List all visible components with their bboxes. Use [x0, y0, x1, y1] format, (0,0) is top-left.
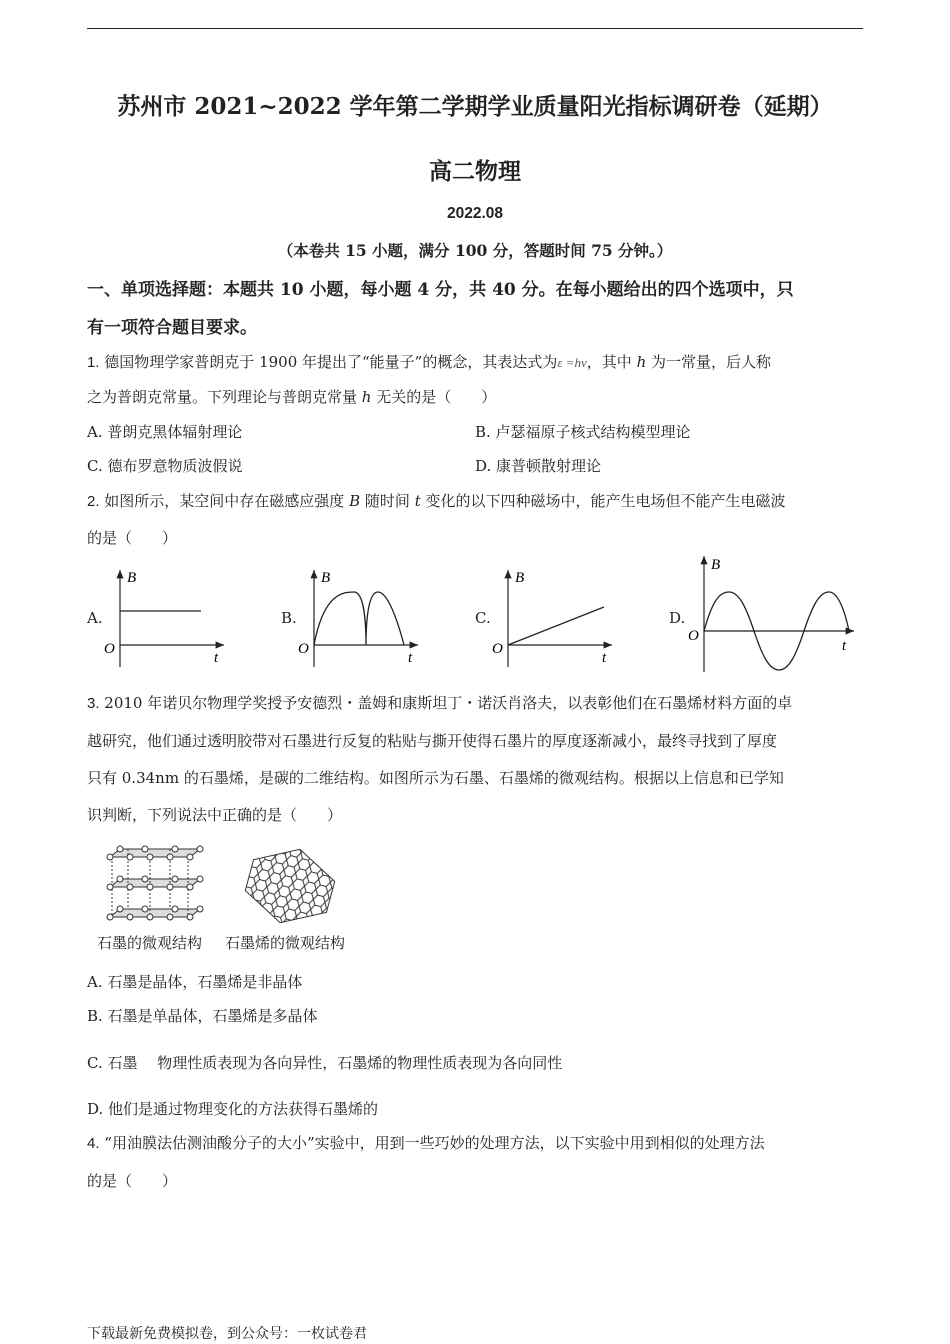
- var-h-2: h: [361, 388, 372, 406]
- graph-a: [100, 562, 230, 672]
- axis-label-x: t: [408, 650, 413, 666]
- var-t: t: [414, 492, 421, 510]
- question-3-line4: 识判断，下列说法中正确的是（ ）: [87, 806, 343, 824]
- question-3-text-1: 2010 年诺贝尔物理学奖授予安德烈・盖姆和康斯坦丁・诺沃肖洛夫，以表彰他们在石墨烯材料方面的卓: [104, 694, 793, 712]
- caption-graphite: 石墨的微观结构: [97, 934, 203, 952]
- question-3-line1: [87, 692, 792, 713]
- question-3-line3: 只有 0.34nm 的石墨烯，是碳的二维结构。如图所示为石墨、石墨烯的微观结构。根据以上信息和已学知: [87, 769, 784, 787]
- axis-label-x: t: [214, 650, 219, 666]
- question-1-line1: [87, 351, 771, 372]
- origin-label: O: [298, 641, 309, 657]
- question-3-line2: 越研究，他们通过透明胶带对石墨进行反复的粘贴与撕开使得石墨片的厚度逐渐减小，最终寻找到了厚度: [87, 732, 778, 750]
- q2-option-a-label[interactable]: A.: [87, 609, 103, 627]
- graph-b: [294, 562, 424, 672]
- section-heading-line2: 有一项符合题目要求。: [87, 318, 257, 338]
- question-2-stem-b: 随时间: [364, 492, 410, 510]
- q1-option-a[interactable]: A. 普朗克黑体辐射理论: [87, 423, 243, 441]
- var-h: h: [636, 353, 647, 371]
- q1-option-d[interactable]: D. 康普顿散射理论: [475, 457, 602, 475]
- question-1-line2-b: 无关的是（ ）: [376, 388, 497, 406]
- q1-option-c[interactable]: C. 德布罗意物质波假说: [87, 457, 243, 475]
- graphite-structure: [100, 845, 205, 925]
- question-number: 4.: [87, 1135, 100, 1152]
- question-number: 1.: [87, 354, 100, 371]
- axis-label-y: B: [321, 570, 331, 586]
- axis-label-y: B: [127, 570, 137, 586]
- q2-option-d-label[interactable]: D.: [669, 609, 686, 627]
- question-1-line2-a: 之为普朗克常量。下列理论与普朗克常量: [87, 388, 358, 406]
- question-2-line2: 的是（ ）: [87, 529, 178, 547]
- question-number: 3.: [87, 695, 100, 712]
- q3-option-d[interactable]: D. 他们是通过物理变化的方法获得石墨烯的: [87, 1100, 379, 1118]
- q3-option-a[interactable]: A. 石墨是晶体，石墨烯是非晶体: [87, 973, 303, 991]
- question-2-line1: [87, 490, 786, 511]
- question-1-stem-a: 德国物理学家普朗克于 1900 年提出了“能量子”的概念，其表达式为: [104, 353, 558, 371]
- question-number: 2.: [87, 493, 100, 510]
- question-4-text-1: “用油膜法估测油酸分子的大小”实验中，用到一些巧妙的处理方法，以下实验中用到相似的处理方法: [104, 1134, 765, 1152]
- origin-label: O: [688, 628, 699, 644]
- linear-curve: [508, 607, 604, 645]
- q2-option-c-label[interactable]: C.: [475, 609, 491, 627]
- planck-formula: ε =hν: [557, 355, 587, 370]
- question-4-line2: 的是（ ）: [87, 1172, 178, 1190]
- q2-option-b-label[interactable]: B.: [281, 609, 297, 627]
- caption-graphene: 石墨烯的微观结构: [225, 934, 346, 952]
- question-4-line1: [87, 1132, 765, 1153]
- rectified-sine-curve: [314, 592, 404, 645]
- question-1-stem-c: 为一常量，后人称: [651, 353, 772, 371]
- axis-label-x: t: [842, 638, 847, 654]
- axis-label-y: B: [711, 557, 721, 573]
- q3-option-c[interactable]: C. 石墨 物理性质表现为各向异性，石墨烯的物理性质表现为各向同性: [87, 1054, 563, 1072]
- exam-title: 苏州市 2021~2022 学年第二学期学业质量阳光指标调研卷（延期）: [117, 93, 833, 120]
- axis-label-y: B: [515, 570, 525, 586]
- exam-date: 2022.08: [446, 205, 504, 222]
- question-1-line2: [87, 386, 496, 407]
- q1-option-b[interactable]: B. 卢瑟福原子核式结构模型理论: [475, 423, 691, 441]
- question-2-stem-c: 变化的以下四种磁场中，能产生电场但不能产生电磁波: [425, 492, 786, 510]
- var-B: B: [349, 492, 361, 510]
- footer-note: 下载最新免费模拟卷，到公众号：一枚试卷君: [87, 1326, 367, 1342]
- axis-label-x: t: [602, 650, 607, 666]
- section-heading-line1: 一、单项选择题：本题共 10 小题，每小题 4 分，共 40 分。在每小题给出的四个选项中，只: [87, 280, 794, 300]
- origin-label: O: [104, 641, 115, 657]
- top-rule: [87, 28, 863, 29]
- question-1-stem-b: ，其中: [586, 353, 632, 371]
- question-2-stem-a: 如图所示，某空间中存在磁感应强度: [104, 492, 345, 510]
- graph-c: [488, 562, 618, 672]
- graph-d: [684, 552, 859, 674]
- graphene-structure: [244, 846, 336, 926]
- q3-option-b[interactable]: B. 石墨是单晶体，石墨烯是多晶体: [87, 1007, 318, 1025]
- subject-title: 高二物理: [429, 158, 521, 185]
- exam-note: （本卷共 15 小题，满分 100 分，答题时间 75 分钟。）: [277, 241, 673, 260]
- origin-label: O: [492, 641, 503, 657]
